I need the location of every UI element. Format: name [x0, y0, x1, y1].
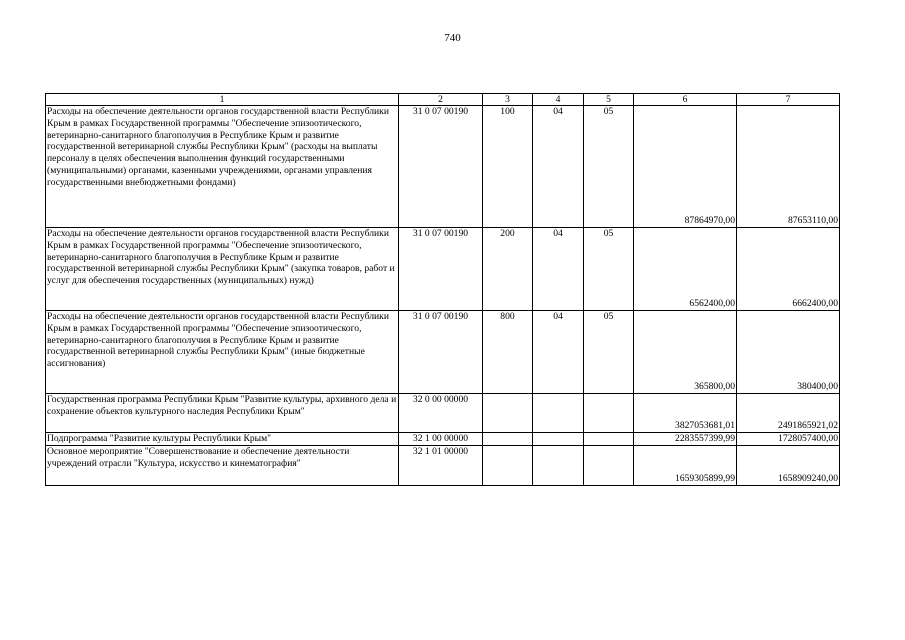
column-header: 6: [634, 94, 737, 106]
expense-name: Расходы на обеспечение деятельности органов государственной власти Республики Крым в рамках Государственной программы "Обеспечение эпизоотического, ветеринарно-санитарного благополучия в Республике Крым и развитие государственной ветеринарной службы Республики Крым" (иные бюджетные ассигнования): [46, 311, 399, 394]
amount-col6: 87864970,00: [634, 106, 737, 228]
column-header: 1: [46, 94, 399, 106]
expense-type-code: 100: [483, 106, 533, 228]
expense-name: Расходы на обеспечение деятельности органов государственной власти Республики Крым в рамках Государственной программы "Обеспечение эпизоотического, ветеринарно-санитарного благополучия в Республике Крым и развитие государственной ветеринарной службы Республики Крым" (закупка товаров, работ и услуг для обеспечения государственных (муниципальных) нужд): [46, 228, 399, 311]
section-code: 04: [533, 311, 584, 394]
amount-col7: 6662400,00: [737, 228, 840, 311]
subsection-code: 05: [584, 106, 634, 228]
column-header: 5: [584, 94, 634, 106]
amount-col6: 2283557399,99: [634, 433, 737, 446]
expense-type-code: [483, 433, 533, 446]
expense-type-code: [483, 394, 533, 433]
expense-type-code: 800: [483, 311, 533, 394]
section-code: [533, 446, 584, 486]
subsection-code: [584, 394, 634, 433]
table-row: [46, 446, 840, 486]
table-row: [46, 106, 840, 228]
page-number: 740: [444, 32, 461, 44]
target-code: 31 0 07 00190: [399, 106, 483, 228]
section-code: 04: [533, 228, 584, 311]
table-row: [46, 311, 840, 394]
section-code: [533, 433, 584, 446]
section-code: 04: [533, 106, 584, 228]
subsection-code: 05: [584, 228, 634, 311]
amount-col6: 365800,00: [634, 311, 737, 394]
target-code: 32 1 00 00000: [399, 433, 483, 446]
column-header: 2: [399, 94, 483, 106]
expense-name: Государственная программа Республики Крым "Развитие культуры, архивного дела и сохранение объектов культурного наследия Республики Крым": [46, 394, 399, 433]
section-code: [533, 394, 584, 433]
column-header: 7: [737, 94, 840, 106]
budget-table: [45, 93, 840, 486]
amount-col7: 2491865921,02: [737, 394, 840, 433]
table-row: [46, 433, 840, 446]
target-code: 32 0 00 00000: [399, 394, 483, 433]
table-row: [46, 228, 840, 311]
subsection-code: 05: [584, 311, 634, 394]
amount-col7: 87653110,00: [737, 106, 840, 228]
expense-name: Основное мероприятие "Совершенствование и обеспечение деятельности учреждений отрасли "Культура, искусство и кинематография": [46, 446, 399, 486]
amount-col6: 3827053681,01: [634, 394, 737, 433]
table-row: [46, 394, 840, 433]
expense-name: Подпрограмма "Развитие культуры Республики Крым": [46, 433, 399, 446]
column-header: 4: [533, 94, 584, 106]
expense-type-code: [483, 446, 533, 486]
target-code: 31 0 07 00190: [399, 228, 483, 311]
amount-col6: 6562400,00: [634, 228, 737, 311]
target-code: 31 0 07 00190: [399, 311, 483, 394]
amount-col7: 1728057400,00: [737, 433, 840, 446]
subsection-code: [584, 433, 634, 446]
table-header-row: [46, 94, 840, 106]
column-header: 3: [483, 94, 533, 106]
expense-name: Расходы на обеспечение деятельности органов государственной власти Республики Крым в рамках Государственной программы "Обеспечение эпизоотического, ветеринарно-санитарного благополучия в Республике Крым и развитие государственной ветеринарной службы Республики Крым" (расходы на выплаты персоналу в целях обеспечения выполнения функций государственными (муниципальными) органами, казенными учреждениями, органами управления государственными внебюджетными фондами): [46, 106, 399, 228]
subsection-code: [584, 446, 634, 486]
target-code: 32 1 01 00000: [399, 446, 483, 486]
amount-col7: 380400,00: [737, 311, 840, 394]
amount-col6: 1659305899,99: [634, 446, 737, 486]
expense-type-code: 200: [483, 228, 533, 311]
amount-col7: 1658909240,00: [737, 446, 840, 486]
